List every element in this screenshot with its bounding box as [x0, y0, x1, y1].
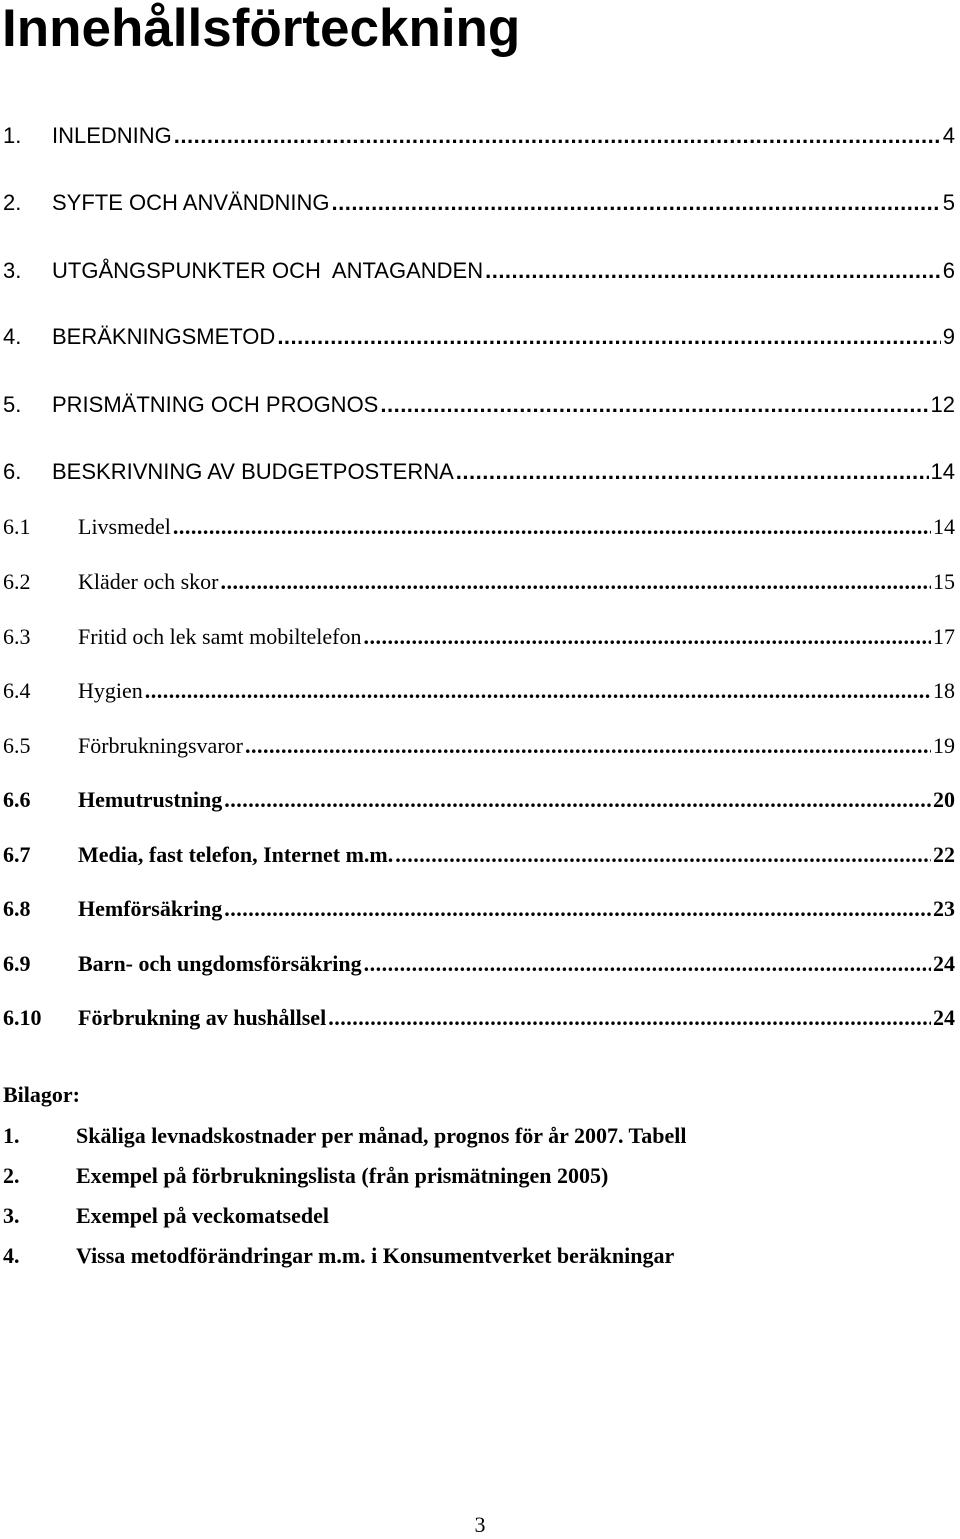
- attachment-item: [3, 1161, 608, 1191]
- toc-entry-page: 9: [942, 324, 955, 349]
- toc-entry-label: Kläder och skor: [78, 569, 219, 594]
- dot-leader: [328, 1003, 931, 1033]
- dot-leader: [145, 676, 931, 706]
- toc-subentry[interactable]: [3, 1003, 955, 1033]
- toc-subentry[interactable]: [3, 785, 955, 815]
- toc-subentry[interactable]: [3, 512, 955, 542]
- attachment-number: 2.: [3, 1163, 20, 1188]
- dot-leader: [224, 785, 931, 815]
- dot-leader: [485, 256, 941, 286]
- attachment-label: Exempel på veckomatsedel: [76, 1203, 329, 1228]
- toc-entry-number: 3.: [3, 258, 22, 283]
- toc-entry-number: 2.: [3, 190, 22, 215]
- toc-entry[interactable]: [3, 322, 955, 352]
- toc-entry-label: SYFTE OCH ANVÄNDNING: [52, 190, 330, 215]
- toc-entry[interactable]: [3, 121, 955, 151]
- toc-entry-label: Barn- och ungdomsförsäkring: [78, 951, 362, 976]
- toc-entry-page: 12: [930, 392, 955, 417]
- toc-entry-page: 19: [933, 733, 955, 758]
- dot-leader: [245, 731, 931, 761]
- toc-entry-label: BERÄKNINGSMETOD: [52, 324, 276, 349]
- dot-leader: [174, 121, 941, 151]
- toc-subentry[interactable]: [3, 622, 955, 652]
- attachment-number: 3.: [3, 1203, 20, 1228]
- attachment-label: Exempel på förbrukningslista (från prismätningen 2005): [76, 1163, 609, 1188]
- toc-entry[interactable]: [3, 457, 955, 487]
- toc-entry-page: 14: [933, 514, 955, 539]
- toc-entry-page: 22: [933, 842, 955, 867]
- toc-subentry[interactable]: [3, 894, 955, 924]
- toc-subentry[interactable]: [3, 949, 955, 979]
- toc-subentry[interactable]: [3, 676, 955, 706]
- toc-entry-label: Fritid och lek samt mobiltelefon: [78, 624, 362, 649]
- dot-leader: [364, 949, 931, 979]
- attachments-heading: Bilagor:: [3, 1082, 80, 1107]
- toc-entry-page: 23: [933, 896, 955, 921]
- toc-entry-page: 4: [942, 123, 955, 148]
- toc-entry-label: Livsmedel: [78, 514, 171, 539]
- toc-entry-number: 6.10: [3, 1005, 42, 1030]
- dot-leader: [395, 840, 931, 870]
- toc-entry-number: 6.2: [3, 569, 31, 594]
- toc-entry-label: INLEDNING: [52, 123, 172, 148]
- toc-entry-number: 6.: [3, 459, 22, 484]
- attachment-label: Skäliga levnadskostnader per månad, prognos för år 2007. Tabell: [76, 1123, 687, 1148]
- toc-entry-number: 6.3: [3, 624, 31, 649]
- toc-entry-label: Hemförsäkring: [78, 896, 223, 921]
- toc-entry-label: Hemutrustning: [78, 787, 223, 812]
- toc-entry-number: 4.: [3, 324, 22, 349]
- toc-entry-label: PRISMÄTNING OCH PROGNOS: [52, 392, 379, 417]
- attachment-number: 1.: [3, 1123, 20, 1148]
- toc-entry-label: BESKRIVNING AV BUDGETPOSTERNA: [52, 459, 454, 484]
- toc-entry-page: 18: [933, 678, 955, 703]
- dot-leader: [364, 622, 931, 652]
- toc-subentry[interactable]: [3, 840, 955, 870]
- toc-entry-number: 6.9: [3, 951, 31, 976]
- toc-entry-label: Media, fast telefon, Internet m.m.: [78, 842, 394, 867]
- toc-entry-label: Hygien: [78, 678, 143, 703]
- toc-entry-number: 6.4: [3, 678, 31, 703]
- toc-entry[interactable]: [3, 390, 955, 420]
- dot-leader: [221, 567, 931, 597]
- toc-entry-number: 6.7: [3, 842, 31, 867]
- attachment-item: [3, 1241, 674, 1271]
- toc-entry-number: 6.6: [3, 787, 31, 812]
- toc-entry-number: 6.8: [3, 896, 31, 921]
- toc-entry-number: 6.1: [3, 514, 31, 539]
- dot-leader: [456, 457, 929, 487]
- toc-entry-page: 14: [930, 459, 955, 484]
- toc-subentry[interactable]: [3, 731, 955, 761]
- toc-entry-page: 24: [933, 1005, 955, 1030]
- toc-entry-page: 17: [933, 624, 955, 649]
- attachment-item: [3, 1201, 329, 1231]
- dot-leader: [380, 390, 928, 420]
- dot-leader: [331, 188, 940, 218]
- toc-entry[interactable]: [3, 256, 955, 286]
- page-number: 3: [474, 1512, 486, 1537]
- toc-entry-page: 24: [933, 951, 955, 976]
- toc-entry[interactable]: [3, 188, 955, 218]
- toc-entry-number: 6.5: [3, 733, 31, 758]
- attachment-item: [3, 1121, 686, 1151]
- toc-entry-label: Förbrukning av hushållsel: [78, 1005, 327, 1030]
- dot-leader: [173, 512, 931, 542]
- attachment-label: Vissa metodförändringar m.m. i Konsumentverket beräkningar: [76, 1243, 675, 1268]
- toc-entry-page: 6: [942, 258, 955, 283]
- dot-leader: [224, 894, 931, 924]
- toc-entry-label: Förbrukningsvaror: [78, 733, 243, 758]
- toc-entry-number: 1.: [3, 123, 22, 148]
- dot-leader: [277, 322, 940, 352]
- attachment-number: 4.: [3, 1243, 20, 1268]
- toc-entry-page: 20: [933, 787, 955, 812]
- toc-entry-label: UTGÅNGSPUNKTER OCH ANTAGANDEN: [52, 258, 484, 283]
- toc-entry-page: 5: [942, 190, 955, 215]
- toc-entry-page: 15: [933, 569, 955, 594]
- toc-entry-number: 5.: [3, 392, 22, 417]
- toc-subentry[interactable]: [3, 567, 955, 597]
- page-title: Innehållsförteckning: [2, 0, 521, 58]
